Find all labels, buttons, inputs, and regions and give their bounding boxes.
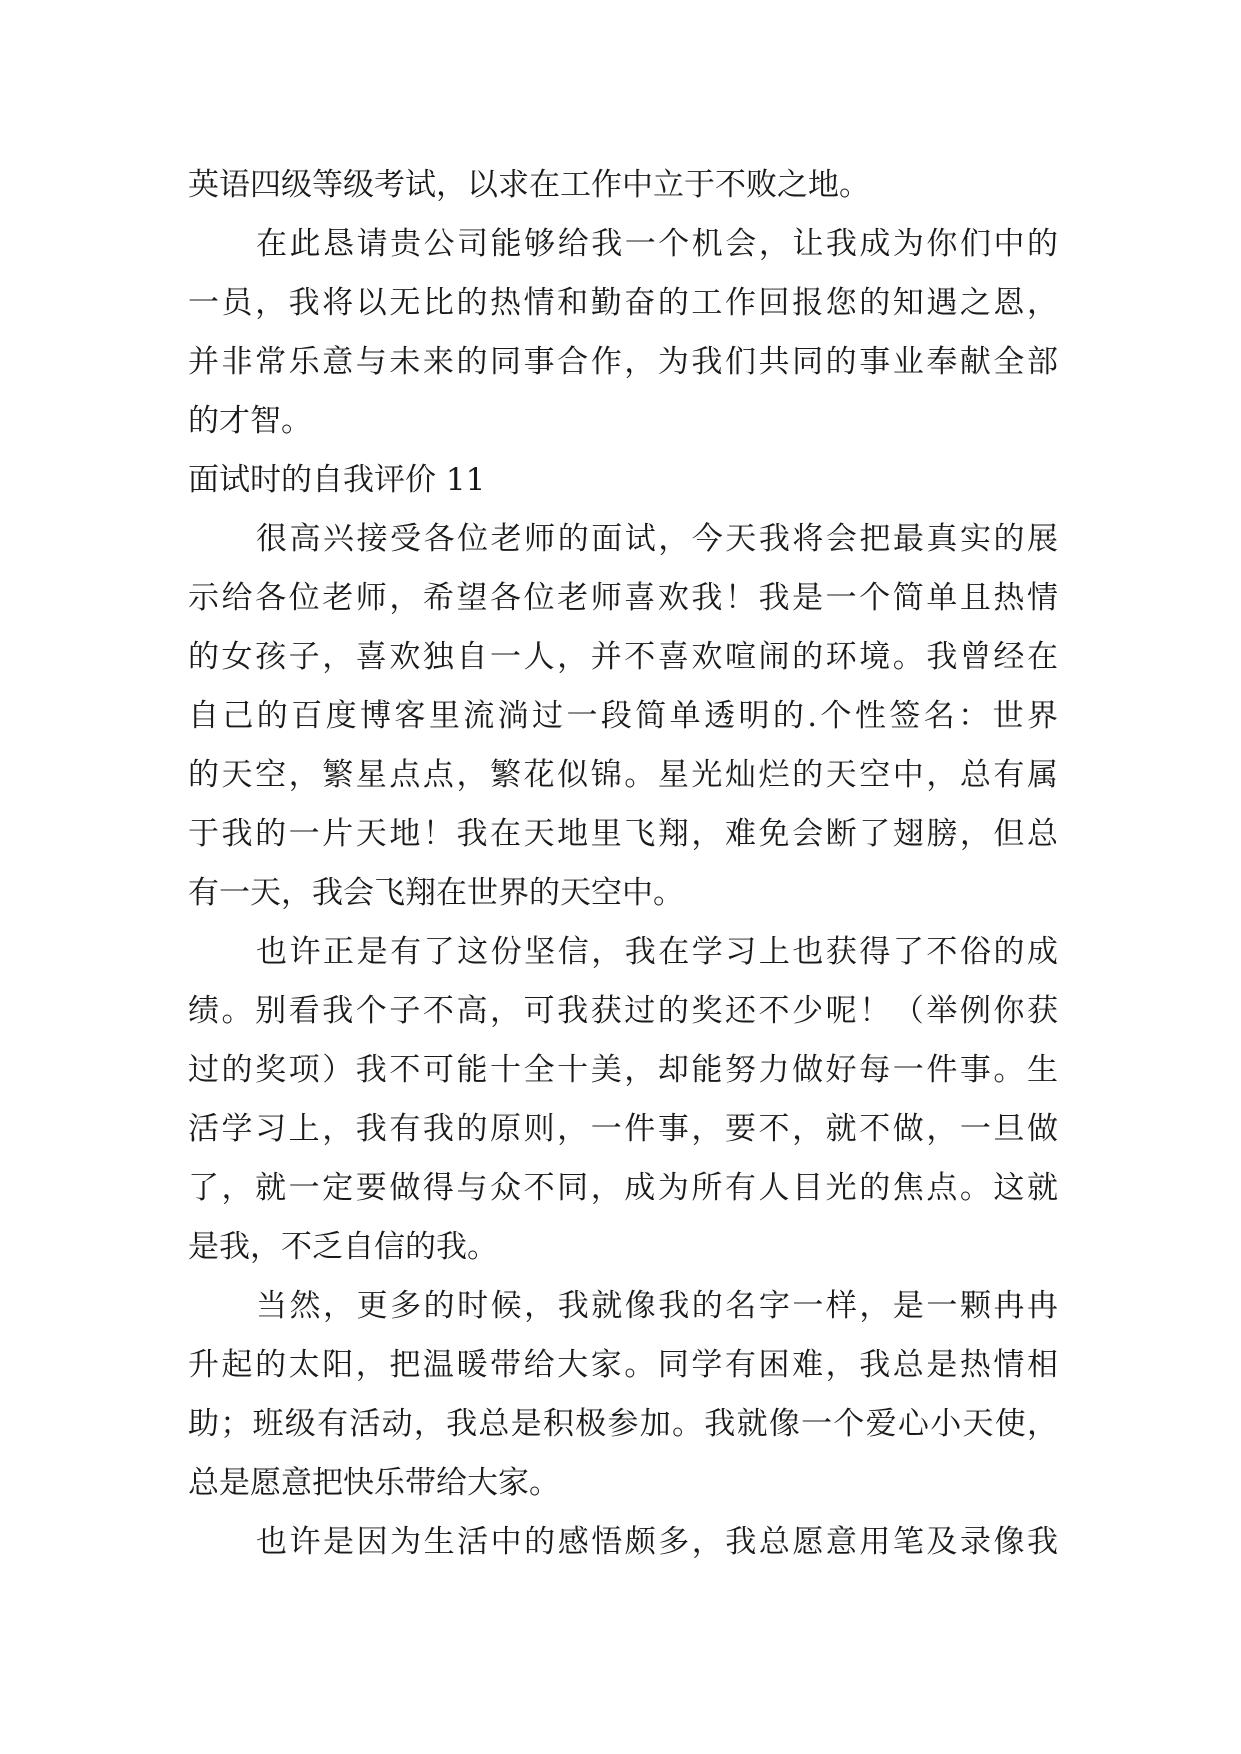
document-body (188, 156, 1058, 1572)
text-line: 助；班级有活动，我总是积极参加。我就像一个爱心小天使， (188, 1406, 1058, 1442)
text-line: 并非常乐意与未来的同事合作，为我们共同的事业奉献全部 (188, 344, 1058, 380)
text-line: 也许正是有了这份坚信，我在学习上也获得了不俗的成 (256, 934, 1058, 970)
section-heading: 面试时的自我评价 11 (188, 462, 486, 498)
text-line: 总是愿意把快乐带给大家。 (188, 1465, 560, 1501)
text-line: 有一天，我会飞翔在世界的天空中。 (188, 875, 684, 911)
text-line: 了，就一定要做得与众不同，成为所有人目光的焦点。这就 (188, 1170, 1058, 1206)
text-line: 是我，不乏自信的我。 (188, 1229, 498, 1265)
text-line: 示给各位老师，希望各位老师喜欢我！我是一个简单且热情 (188, 580, 1058, 616)
text-line: 升起的太阳，把温暖带给大家。同学有困难，我总是热情相 (188, 1347, 1058, 1383)
text-line: 的天空，繁星点点，繁花似锦。星光灿烂的天空中，总有属 (188, 757, 1058, 793)
text-line: 自己的百度博客里流淌过一段简单透明的.个性签名：世界 (188, 698, 1058, 734)
text-line: 绩。别看我个子不高，可我获过的奖还不少呢！（举例你获 (188, 993, 1058, 1029)
text-line: 过的奖项）我不可能十全十美，却能努力做好每一件事。生 (188, 1052, 1058, 1088)
text-line: 于我的一片天地！我在天地里飞翔，难免会断了翅膀，但总 (188, 816, 1058, 852)
text-line: 的才智。 (188, 403, 312, 439)
text-line: 的女孩子，喜欢独自一人，并不喜欢喧闹的环境。我曾经在 (188, 639, 1058, 675)
text-line: 也许是因为生活中的感悟颇多，我总愿意用笔及录像我 (256, 1524, 1058, 1560)
text-line: 活学习上，我有我的原则，一件事，要不，就不做，一旦做 (188, 1111, 1058, 1147)
text-line: 很高兴接受各位老师的面试，今天我将会把最真实的展 (256, 521, 1058, 557)
text-line: 一员，我将以无比的热情和勤奋的工作回报您的知遇之恩， (188, 285, 1058, 321)
text-line: 在此恳请贵公司能够给我一个机会，让我成为你们中的 (256, 226, 1058, 262)
text-line: 当然，更多的时候，我就像我的名字一样，是一颗冉冉 (256, 1288, 1058, 1324)
text-line: 英语四级等级考试，以求在工作中立于不败之地。 (188, 167, 870, 203)
